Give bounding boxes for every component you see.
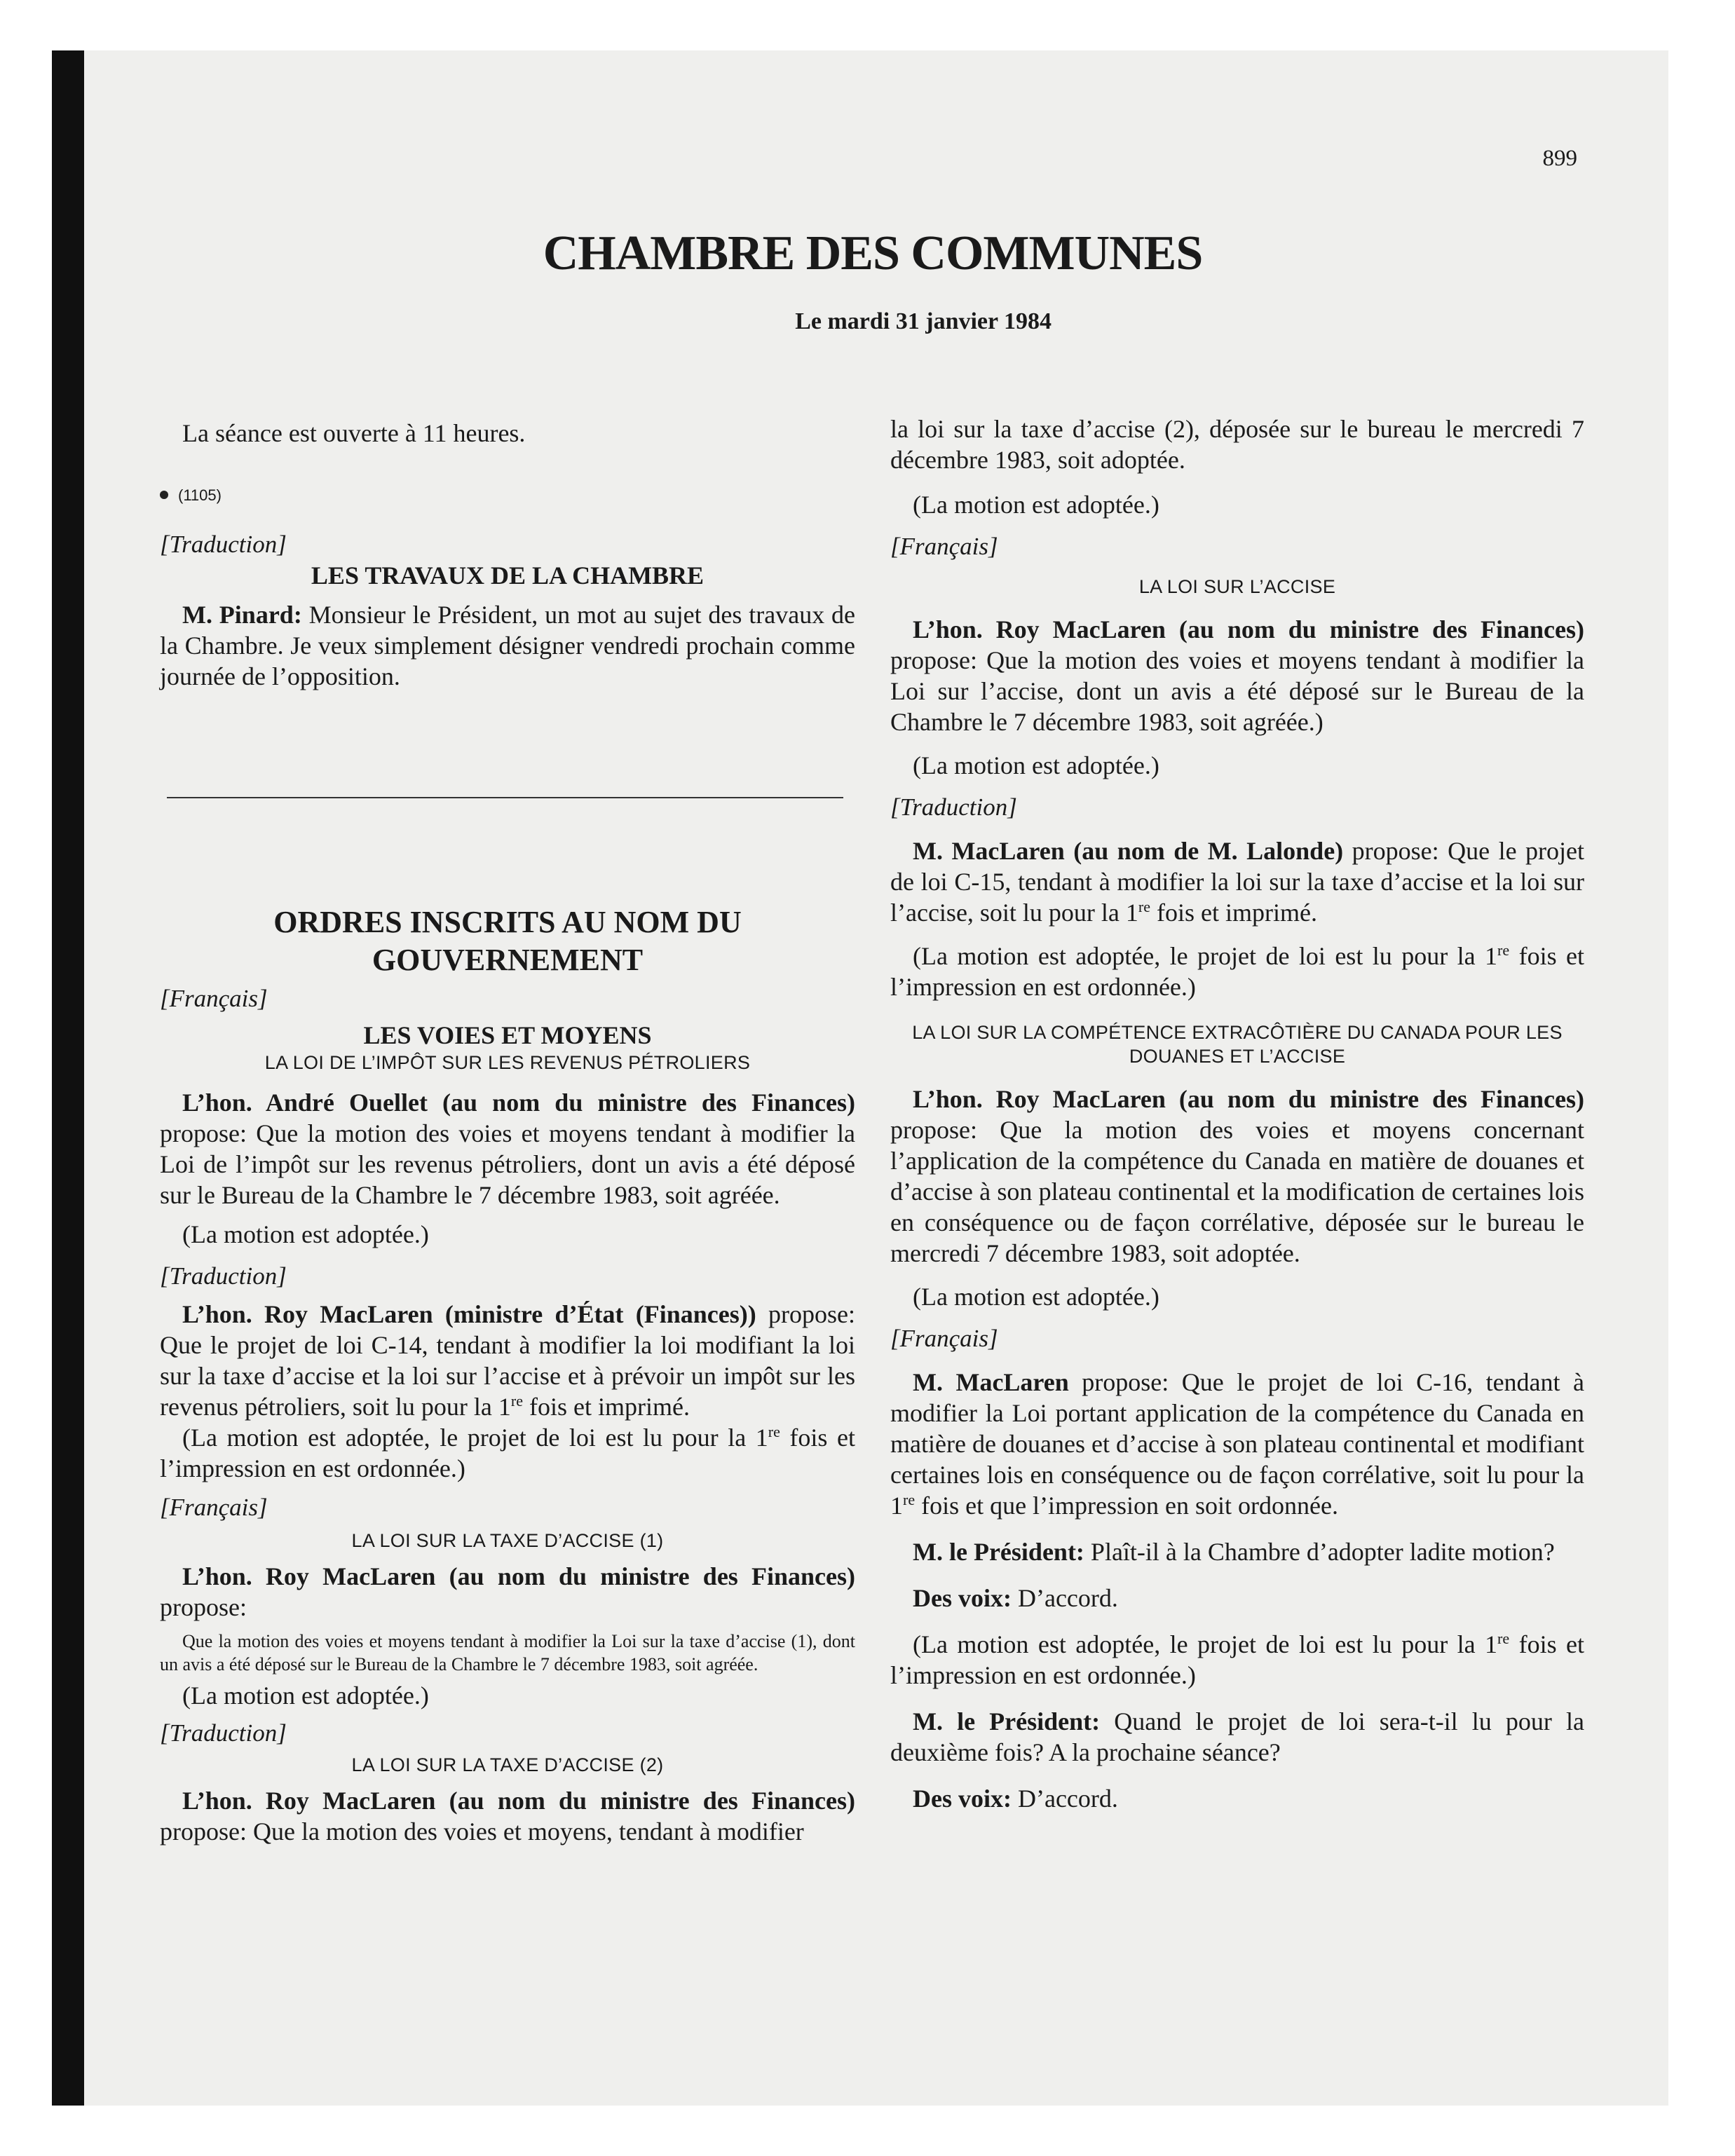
section-heading-travaux: LES TRAVAUX DE LA CHAMBRE (311, 561, 705, 589)
subheading-revenus-petroliers: LA LOI DE L’IMPÔT SUR LES REVENUS PÉTROLIERS (264, 1052, 751, 1073)
speech-maclaren-accise: L’hon. Roy MacLaren (au nom du ministre des Finances) propose: Que la motion des voies et moyens tendant à modifier la Loi sur l’accise, dont un avis a été déposé sur le Bureau de la Chambre le 7 décembre 1983, soit agréée.) (890, 615, 1584, 736)
motion-adopted: (La motion est adoptée.) (913, 1283, 1159, 1311)
motion-text-quoted: Que la motion des voies et moyens tendant à modifier la Loi sur la taxe d’accise (1), dont un avis a été déposé sur le Bureau de la Chambre le 7 décembre 1983, soit agréée. (160, 1631, 855, 1674)
speech-maclaren-douanes: L’hon. Roy MacLaren (au nom du ministre des Finances) propose: Que la motion des voies et moyens concernant l’application de la compétence du Canada en matière de douanes et d’accise à son plateau continental et la modification de certaines lois en conséquence ou de façon corrélative, déposée sur le bureau le mercredi 7 décembre 1983, soit adoptée. (890, 1085, 1584, 1267)
speech-maclaren-c14: L’hon. Roy MacLaren (ministre d’État (Finances)) propose: Que le projet de loi C-14, tendant à modifier la loi modifiant la loi sur la taxe d’accise et la loi sur l’accise et à prévoir un impôt sur les revenus pétroliers, soit lu pour la 1re fois et imprimé. (160, 1300, 855, 1421)
motion-adopted-bill: (La motion est adoptée, le projet de loi est lu pour la 1re fois et l’impression en est ordonnée.) (890, 941, 1584, 1001)
speech-president-1: M. le Président: Plaît-il à la Chambre d’adopter ladite motion? (913, 1538, 1555, 1566)
language-tag: [Français] (160, 985, 268, 1012)
left-column (160, 418, 855, 1847)
motion-adopted: (La motion est adoptée.) (913, 751, 1159, 779)
speech-voix-1: Des voix: D’accord. (913, 1584, 1118, 1612)
language-tag: [Français] (890, 533, 998, 560)
speech-maclaren-accise-1: L’hon. Roy MacLaren (au nom du ministre des Finances) propose: (160, 1562, 855, 1621)
language-tag: [Français] (890, 1325, 998, 1352)
motion-adopted: (La motion est adoptée.) (182, 1681, 429, 1710)
subheading-taxe-accise-2: LA LOI SUR LA TAXE D’ACCISE (2) (351, 1754, 664, 1775)
session-date: Le mardi 31 janvier 1984 (795, 308, 1052, 334)
speech-maclaren-c16: M. MacLaren propose: Que le projet de loi C-16, tendant à modifier la Loi portant application de la compétence du Canada en matière de douanes et d’accise à son plateau continental et modifiant certaines lois en conséquence ou de façon corrélative, soit lu pour la 1re fois et que l’impression en soit ordonnée. (890, 1368, 1584, 1520)
time-marker: (1105) (160, 477, 855, 511)
language-tag: [Français] (160, 1494, 268, 1521)
bullet-icon (160, 491, 168, 499)
language-tag: [Traduction] (160, 1719, 287, 1747)
speech-maclaren-c15: M. MacLaren (au nom de M. Lalonde) propose: Que le projet de loi C-15, tendant à modifier la loi sur la taxe d’accise et la loi sur l’accise, soit lu pour la 1re fois et imprimé. (890, 837, 1585, 927)
opening-line: La séance est ouverte à 11 heures. (182, 419, 526, 447)
motion-adopted: (La motion est adoptée.) (913, 491, 1159, 519)
subheading-competence-extracotiere: LA LOI SUR LA COMPÉTENCE EXTRACÔTIÈRE DU CANADA POUR LES DOUANES ET L’ACCISE (912, 1022, 1563, 1067)
speech-ouellet: L’hon. André Ouellet (au nom du ministre des Finances) propose: Que la motion des voies et moyens tendant à modifier la Loi de l’impôt sur les revenus pétroliers, dont un avis a été déposé sur le Bureau de la Chambre le 7 décembre 1983, soit agréée. (160, 1089, 855, 1209)
language-tag: [Traduction] (160, 531, 287, 558)
speech-pinard: M. Pinard: Monsieur le Président, un mot au sujet des travaux de la Chambre. Je veux simplement désigner vendredi prochain comme journée de l’opposition. (160, 601, 856, 690)
motion-adopted: (La motion est adoptée.) (182, 1220, 429, 1248)
motion-adopted-bill: (La motion est adoptée, le projet de loi est lu pour la 1re fois et l’impression en est ordonnée.) (160, 1423, 855, 1482)
subheading-taxe-accise-1: LA LOI SUR LA TAXE D’ACCISE (1) (351, 1530, 664, 1551)
section-heading-ordres: ORDRES INSCRITS AU NOM DU GOUVERNEMENT (273, 905, 742, 977)
speech-president-2: M. le Président: Quand le projet de loi sera-t-il lu pour la deuxième fois? A la prochaine séance? (890, 1707, 1584, 1766)
right-column (890, 414, 1584, 1814)
page-title: CHAMBRE DES COMMUNES (543, 226, 1203, 280)
subheading-loi-accise: LA LOI SUR L’ACCISE (1138, 576, 1336, 597)
language-tag: [Traduction] (160, 1262, 287, 1290)
language-tag: [Traduction] (890, 793, 1017, 821)
page-number: 899 (1542, 146, 1577, 171)
speech-maclaren-accise-2: L’hon. Roy MacLaren (au nom du ministre des Finances) propose: Que la motion des voies et moyens, tendant à modifier (160, 1787, 855, 1845)
section-heading-voies: LES VOIES ET MOYENS (363, 1021, 652, 1049)
continued-text: la loi sur la taxe d’accise (2), déposée sur le bureau le mercredi 7 décembre 1983, soit adoptée. (890, 415, 1584, 474)
motion-adopted-bill: (La motion est adoptée, le projet de loi est lu pour la 1re fois et l’impression en est ordonnée.) (890, 1630, 1584, 1689)
speech-voix-2: Des voix: D’accord. (913, 1785, 1118, 1813)
